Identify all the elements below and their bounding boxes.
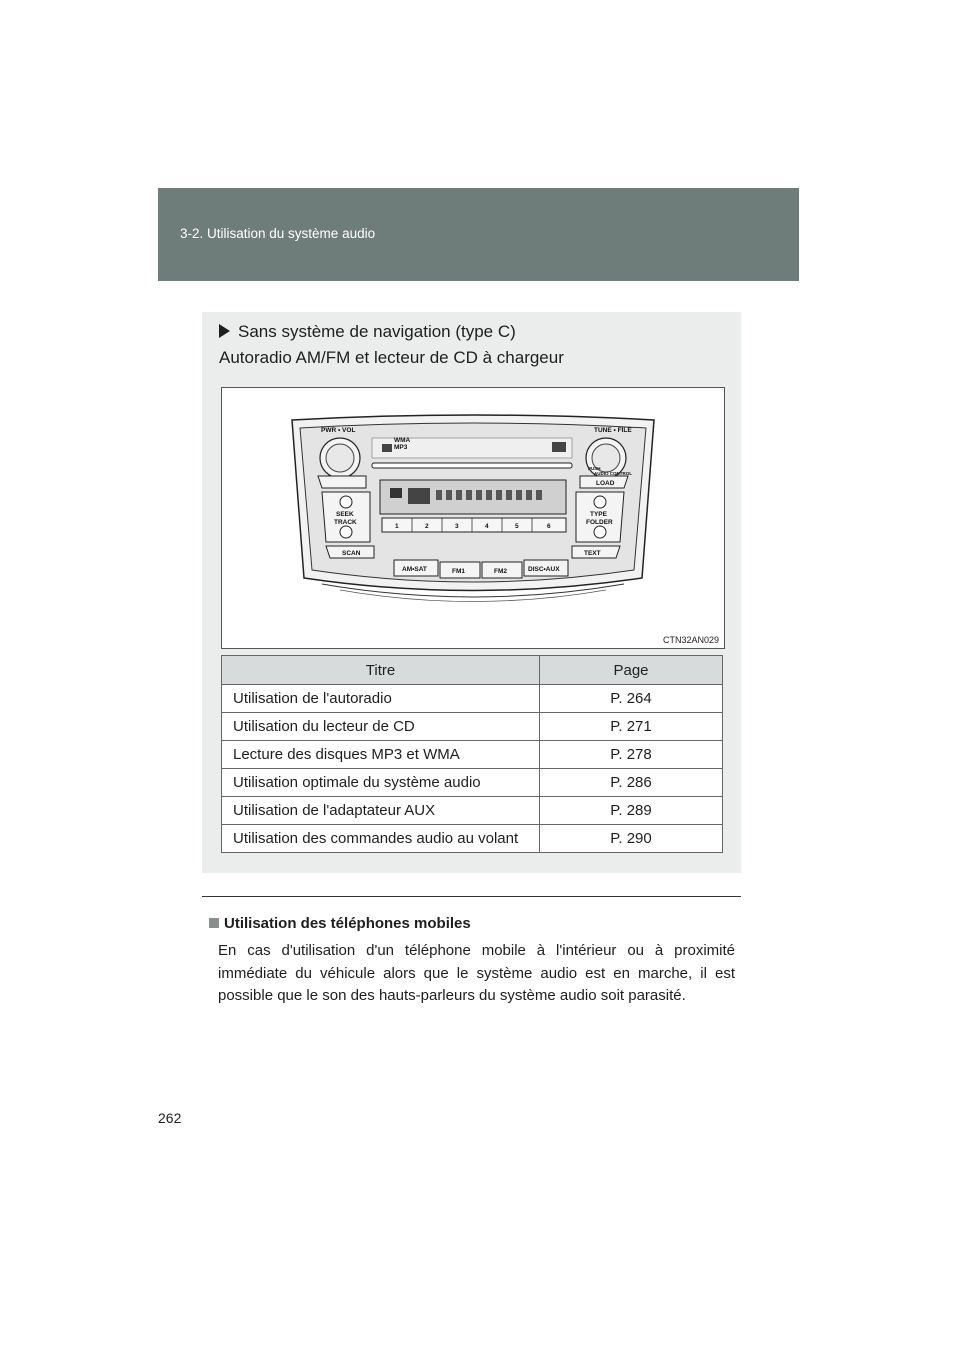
table-row <box>222 713 723 741</box>
table-row <box>222 685 723 713</box>
text-label: TEXT <box>584 550 601 557</box>
panel-subheading <box>219 322 516 342</box>
track-label: TRACK <box>334 519 357 526</box>
audio-unit-illustration <box>222 388 724 648</box>
row-title: Utilisation de l'adaptateur AUX <box>222 797 540 825</box>
row-page: P. 271 <box>540 713 723 741</box>
row-title: Utilisation optimale du système audio <box>222 769 540 797</box>
table-row <box>222 797 723 825</box>
device-caption: Autoradio AM/FM et lecteur de CD à chargeur <box>219 348 564 367</box>
page-number: 262 <box>158 1110 182 1126</box>
figure-code: CTN32AN029 <box>662 635 719 645</box>
row-title: Utilisation de l'autoradio <box>222 685 540 713</box>
section-divider <box>202 896 741 897</box>
load-label: LOAD <box>596 480 615 487</box>
subheading-text: Sans système de navigation (type C) <box>238 322 516 341</box>
note-body: En cas d'utilisation d'un téléphone mobile à l'intérieur ou à proximité immédiate du véhicule alors que le système audio est en marche, il est possible que le son des hauts-parleurs du système audio soit parasité. <box>218 942 735 1004</box>
section-header <box>158 188 799 281</box>
section-title: 3-2. Utilisation du système audio <box>180 226 376 241</box>
am-sat-label: AM•SAT <box>402 566 427 573</box>
fm2-label: FM2 <box>494 568 507 575</box>
fm1-label: FM1 <box>452 568 465 575</box>
folder-label: FOLDER <box>586 519 613 526</box>
mp3-label: MP3 <box>394 444 408 451</box>
table-row <box>222 825 723 853</box>
scan-label: SCAN <box>342 550 361 557</box>
table-row <box>222 741 723 769</box>
row-page: P. 286 <box>540 769 723 797</box>
row-title: Utilisation du lecteur de CD <box>222 713 540 741</box>
square-bullet-icon <box>209 918 219 928</box>
preset-6-label: 6 <box>547 523 551 530</box>
row-page: P. 290 <box>540 825 723 853</box>
preset-2-label: 2 <box>425 523 429 530</box>
row-page: P. 289 <box>540 797 723 825</box>
note-heading-text: Utilisation des téléphones mobiles <box>224 915 471 932</box>
reference-table <box>221 655 723 853</box>
row-title: Lecture des disques MP3 et WMA <box>222 741 540 769</box>
push-label: PUSH <box>588 466 601 471</box>
row-page: P. 278 <box>540 741 723 769</box>
disc-aux-label: DISC•AUX <box>528 566 560 573</box>
info-panel <box>202 312 741 873</box>
audio-control-label: AUDIO CONTROL <box>594 471 632 476</box>
preset-5-label: 5 <box>515 523 519 530</box>
tune-file-label: TUNE • FILE <box>594 427 632 434</box>
pwr-vol-label: PWR • VOL <box>321 427 356 434</box>
preset-4-label: 4 <box>485 523 489 530</box>
table-header-row <box>222 656 723 685</box>
column-header-page: Page <box>540 656 723 685</box>
type-label: TYPE <box>590 511 607 518</box>
audio-unit-figure <box>221 387 725 649</box>
preset-1-label: 1 <box>395 523 399 530</box>
triangle-bullet-icon <box>219 324 230 338</box>
row-title: Utilisation des commandes audio au volant <box>222 825 540 853</box>
seek-label: SEEK <box>336 511 354 518</box>
preset-3-label: 3 <box>455 523 459 530</box>
note-heading <box>209 915 471 932</box>
row-page: P. 264 <box>540 685 723 713</box>
table-row <box>222 769 723 797</box>
wma-label: WMA <box>394 437 411 444</box>
column-header-title: Titre <box>222 656 540 685</box>
